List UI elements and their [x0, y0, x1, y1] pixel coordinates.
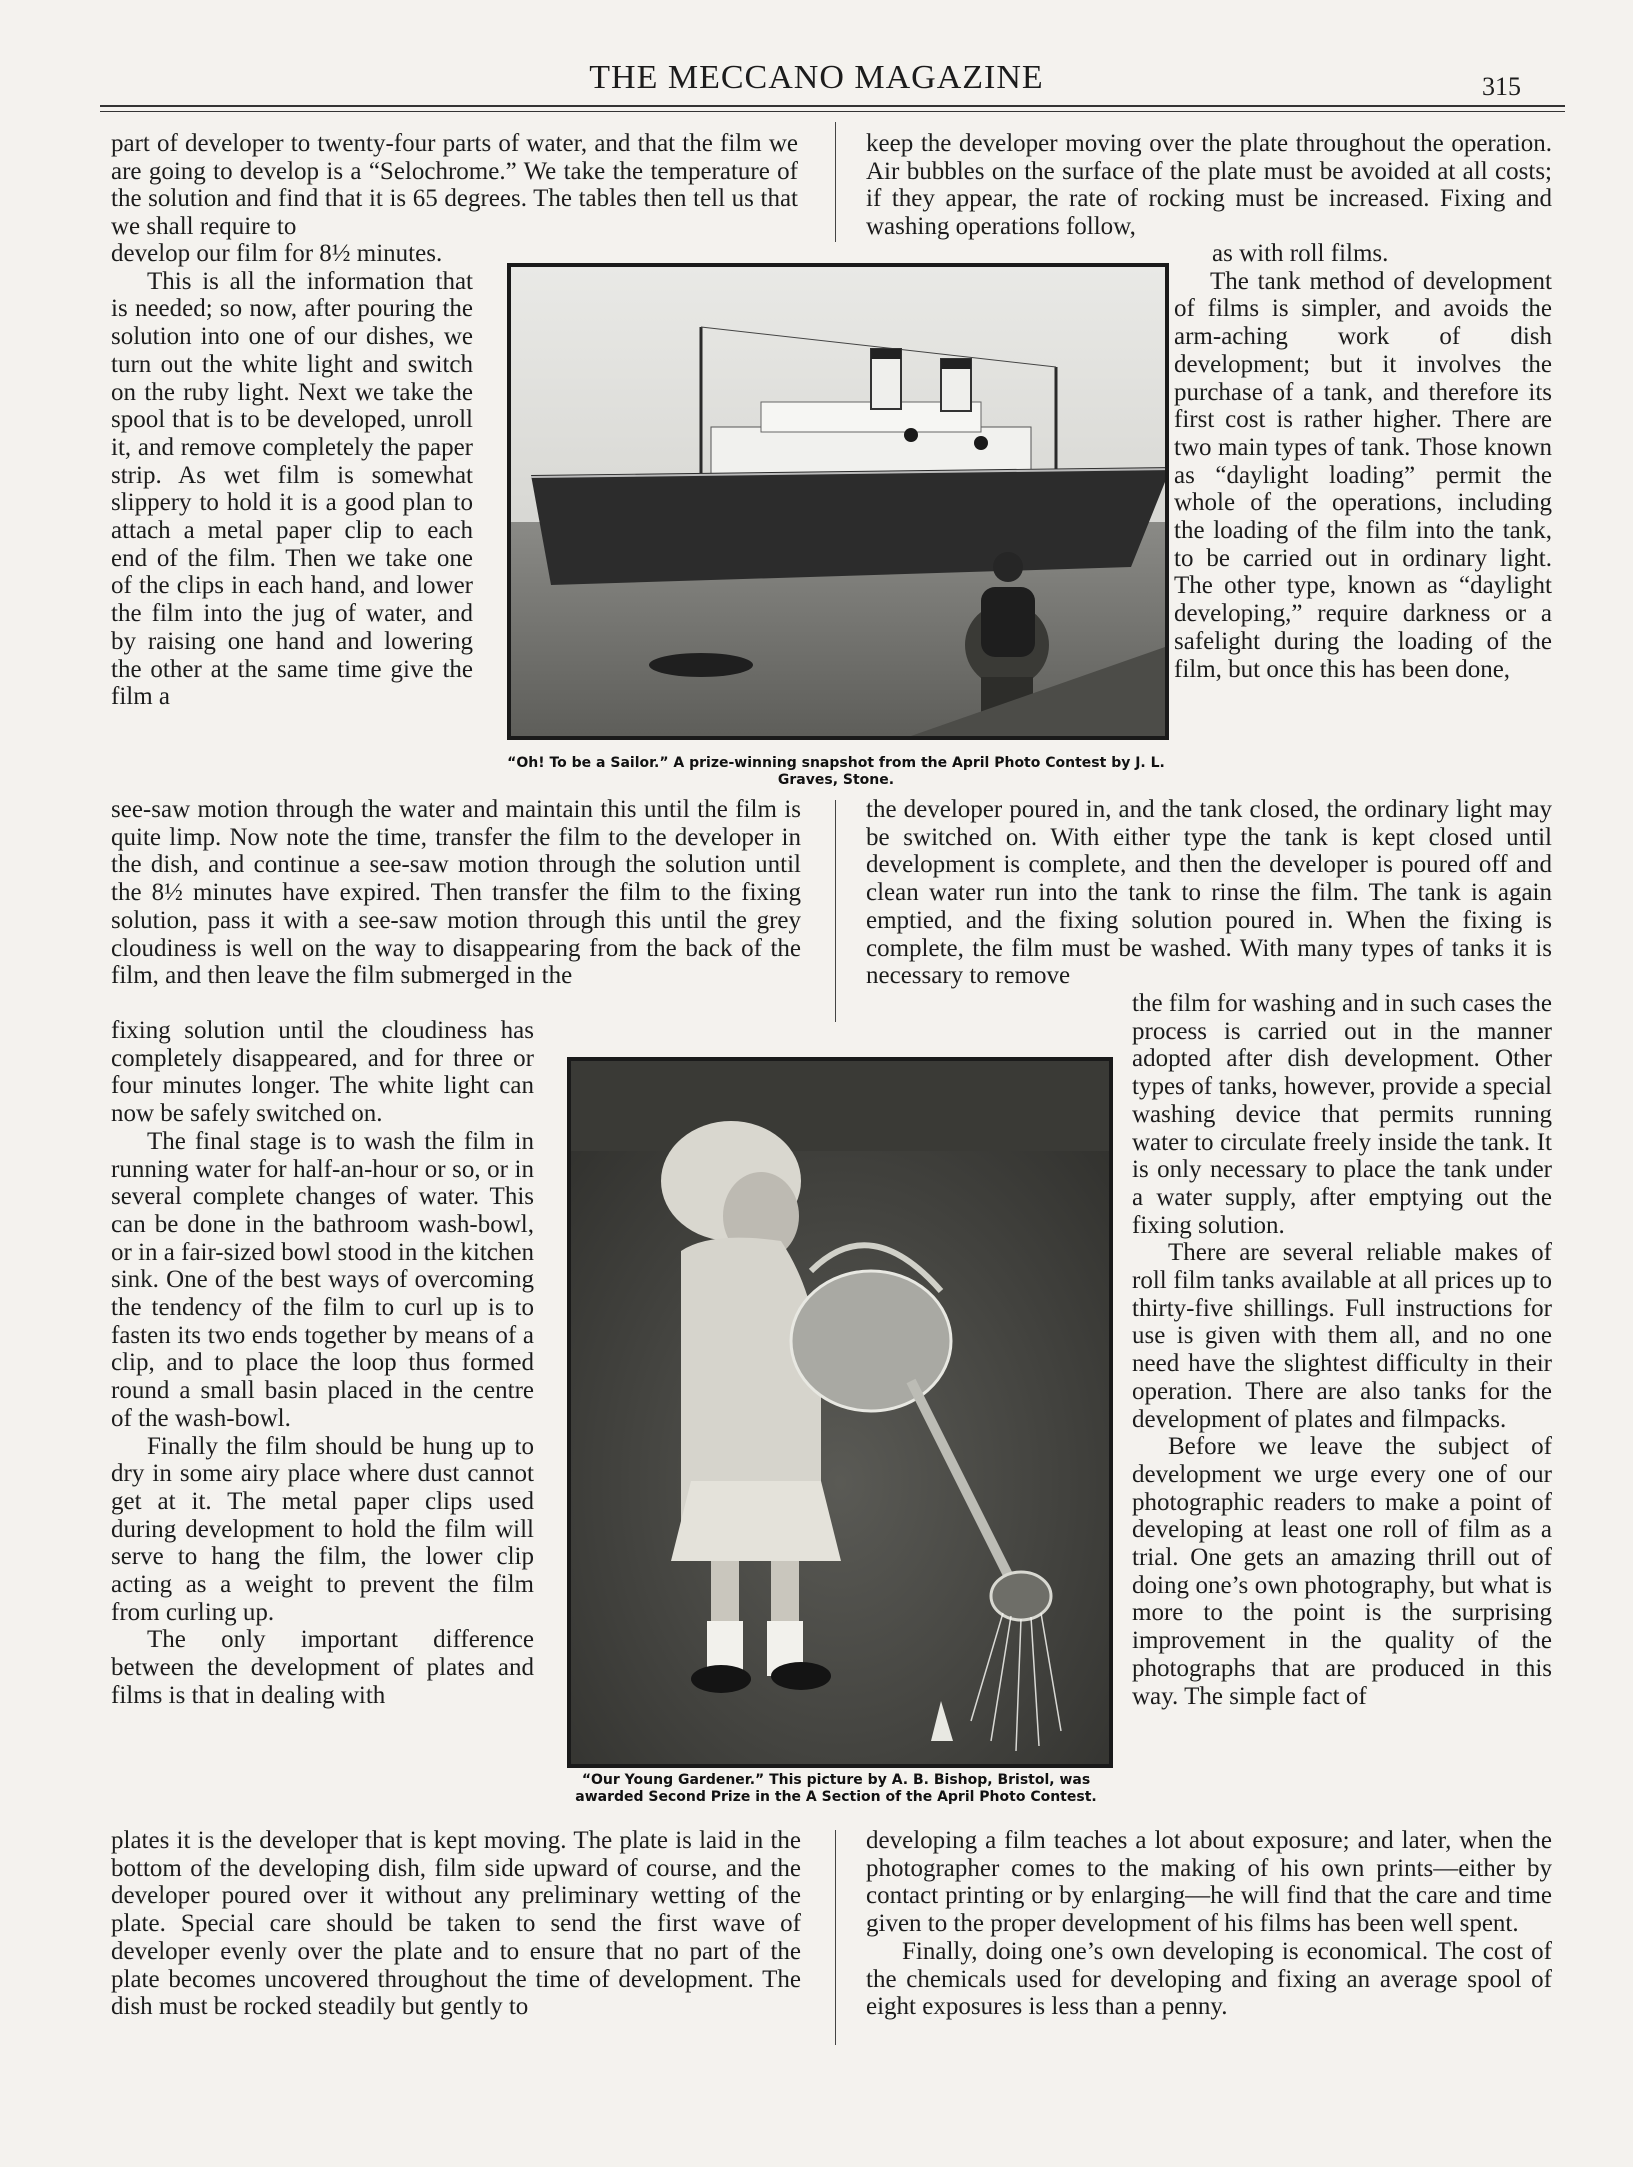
right-column-block-c: [866, 796, 1552, 990]
paragraph: Finally the film should be hung up to dry in some airy place where dust cannot get at it. The metal paper clips used during development to hold the film will serve to hang the film, the lower clip acting as a weight to prevent the film from curling up.: [111, 1432, 534, 1626]
page-number: 315: [1482, 72, 1521, 101]
right-column-block-e: [866, 1827, 1552, 2021]
paragraph: plates it is the developer that is kept moving. The plate is laid in the bottom of the developing dish, film side upward of course, and the developer poured over it without any preliminary wetting of the plate. Special care should be taken to send the first wave of developer evenly over the plate and to ensure that no part of the plate becomes uncovered throughout the time of development. The dish must be rocked steadily but gently to: [111, 1827, 801, 2021]
paragraph: Finally, doing one’s own developing is economical. The cost of the chemicals used for developing and fixing an average spool of eight exposures is less than a penny.: [866, 1937, 1552, 2021]
column-divider: [835, 1830, 836, 2045]
ship-illustration: [511, 267, 1165, 736]
column-divider: [835, 800, 836, 1022]
right-column-block-a: [866, 130, 1552, 241]
left-column-block-e: [111, 1827, 801, 2021]
paragraph: Before we leave the subject of development we urge every one of our photographic readers to make a point of developing at least one roll of film as a trial. One gets an amazing thrill out of doing one’s own photography, but what is more to the point is the surprising improvement in the quality of the photographs that are produced in this way. The simple fact of: [1132, 1433, 1552, 1710]
paragraph: the developer poured in, and the tank closed, the ordinary light may be switched on. With either type the tank is kept closed until development is complete, and then the developer is poured off and clean water run into the tank to rinse the film. The tank is again emptied, and the fixing solution poured in. When the fixing is complete, the film must be washed. With many types of tanks it is necessary to remove: [866, 796, 1552, 990]
paragraph: The final stage is to wash the film in running water for half-an-hour or so, or in several complete changes of water. This can be done in the bathroom wash-bowl, or in a fair-sized bowl stood in the kitchen sink. One of the best ways of overcoming the tendency of the film to curl up is to fasten its two ends together by means of a clip, and to place the loop thus formed round a small basin placed in the centre of the wash-bowl.: [111, 1127, 534, 1432]
paragraph: developing a film teaches a lot about exposure; and later, when the photographer comes to the making of his own prints—either by contact printing or by enlarging—he will find that the care and time given to the proper development of his films has been well spent.: [866, 1827, 1552, 1938]
gardener-photo-caption: “Our Young Gardener.” This picture by A. B. Bishop, Bristol, was awarded Second Prize in the A Section of the April Photo Contest.: [575, 1772, 1097, 1805]
ship-photo: [507, 263, 1169, 740]
paragraph: fixing solution until the cloudiness has completely disappeared, and for three or four minutes longer. The white light can now be safely switched on.: [111, 1017, 534, 1128]
header-rule: [100, 105, 1565, 107]
ship-photo-caption: “Oh! To be a Sailor.” A prize-winning snapshot from the April Photo Contest by J. L. Graves, Stone.: [507, 755, 1165, 788]
paragraph: part of developer to twenty-four parts of water, and that the film we are going to develop is a “Selochrome.” We take the temperature of the solution and find that it is 65 degrees. The tables then tell us that we shall require to: [111, 130, 798, 241]
left-column-block-a: [111, 130, 798, 241]
header-rule-thin: [100, 111, 1565, 112]
right-column-block-d: [1132, 990, 1552, 1710]
magazine-title: THE MECCANO MAGAZINE: [589, 59, 1044, 96]
gardener-illustration: [571, 1061, 1109, 1764]
paragraph: There are several reliable makes of roll film tanks available at all prices up to thirty-five shillings. Full instructions for use is given with them all, and no one need have the slightest difficulty in their operation. There are also tanks for the development of plates and filmpacks.: [1132, 1239, 1552, 1433]
paragraph: The tank method of development of films is simpler, and avoids the arm-aching work of dish development; but it involves the purchase of a tank, and therefore its first cost is rather higher. There are two main types of tank. Those known as “daylight loading” permit the whole of the operations, including the loading of the film into the tank, to be carried out in ordinary light. The other type, known as “daylight developing,” require darkness or a safelight during the loading of the film, but once this has been done,: [1174, 267, 1552, 683]
paragraph: the film for washing and in such cases the process is carried out in the manner adopted after dish development. Other types of tanks, however, provide a special washing device that permits running water to circulate freely inside the tank. It is only necessary to place the tank under a water supply, after emptying out the fixing solution.: [1132, 990, 1552, 1239]
right-column-block-b: [1174, 240, 1552, 683]
left-column-block-d: [111, 1017, 534, 1710]
gardener-photo: [567, 1057, 1113, 1768]
paragraph: see-saw motion through the water and maintain this until the film is quite limp. Now note the time, transfer the film to the developer in the dish, and continue a see-saw motion through the solution until the 8½ minutes have expired. Then transfer the film to the fixing solution, pass it with a see-saw motion through this until the grey cloudiness is well on the way to disappearing from the back of the film, and then leave the film submerged in the: [111, 796, 801, 990]
left-column-block-b: [111, 240, 473, 711]
paragraph: keep the developer moving over the plate throughout the operation. Air bubbles on the surface of the plate must be avoided at all costs; if they appear, the rate of rocking must be increased. Fixing and washing operations follow,: [866, 130, 1552, 241]
column-divider: [835, 122, 836, 242]
left-column-block-c: [111, 796, 801, 990]
paragraph: This is all the information that is needed; so now, after pouring the solution into one of our dishes, we turn out the white light and switch on the ruby light. Next we take the spool that is to be developed, unroll it, and remove completely the paper strip. As wet film is somewhat slippery to hold it is a good plan to attach a metal paper clip to each end of the film. Then we take one of the clips in each hand, and lower the film into the jug of water, and by raising one hand and lowering the other at the same time give the film a: [111, 267, 473, 711]
paragraph: The only important difference between the development of plates and films is that in dealing with: [111, 1626, 534, 1709]
paragraph: as with roll films.: [1212, 240, 1389, 267]
paragraph: develop our film for 8½ minutes.: [111, 240, 443, 267]
